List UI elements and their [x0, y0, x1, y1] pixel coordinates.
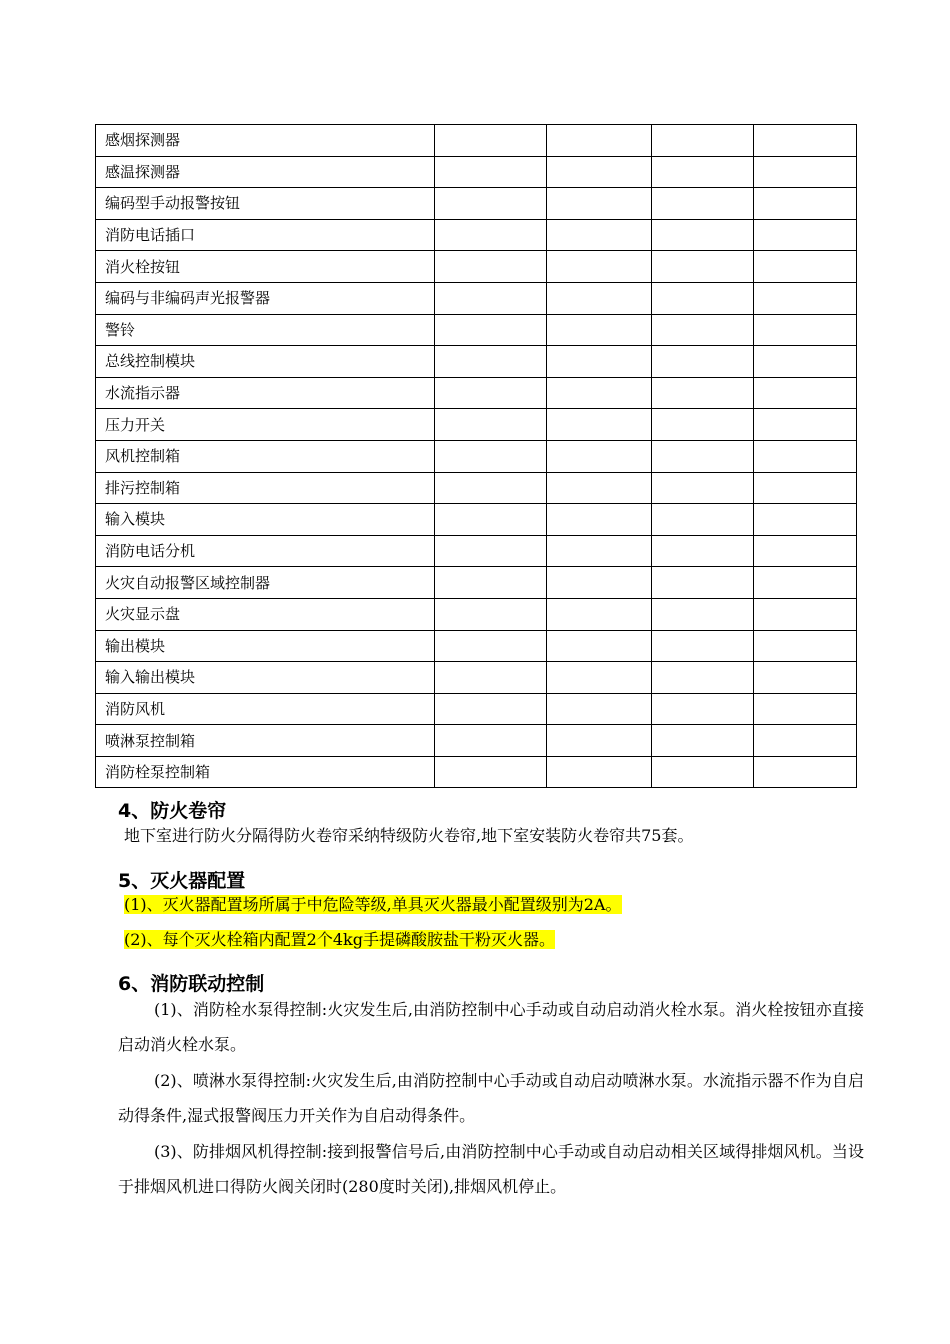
table-row: [96, 409, 857, 441]
empty-cell: [754, 567, 857, 599]
equipment-table-body: [96, 125, 857, 788]
empty-cell: [435, 346, 547, 378]
section5-item2-highlight: (2)、每个灭火栓箱内配置2个4kg手提磷酸胺盐干粉灭火器。: [124, 930, 555, 949]
table-row: [96, 346, 857, 378]
empty-cell: [754, 504, 857, 536]
empty-cell: [435, 756, 547, 788]
empty-cell: [652, 725, 754, 757]
empty-cell: [754, 188, 857, 220]
equipment-name-cell: 输入输出模块: [96, 662, 435, 694]
table-row: [96, 535, 857, 567]
empty-cell: [754, 377, 857, 409]
table-row: [96, 598, 857, 630]
empty-cell: [754, 219, 857, 251]
equipment-name-cell: 水流指示器: [96, 377, 435, 409]
section5-item1-highlight: (1)、灭火器配置场所属于中危险等级,单具灭火器最小配置级别为2A。: [124, 895, 622, 914]
section5-heading: 5、灭火器配置: [118, 870, 246, 892]
empty-cell: [754, 282, 857, 314]
empty-cell: [652, 282, 754, 314]
empty-cell: [547, 314, 652, 346]
empty-cell: [754, 409, 857, 441]
empty-cell: [652, 567, 754, 599]
equipment-table: [95, 124, 857, 788]
empty-cell: [547, 440, 652, 472]
empty-cell: [754, 535, 857, 567]
empty-cell: [547, 662, 652, 694]
empty-cell: [754, 314, 857, 346]
empty-cell: [754, 440, 857, 472]
empty-cell: [652, 219, 754, 251]
empty-cell: [547, 188, 652, 220]
table-row: [96, 282, 857, 314]
empty-cell: [435, 156, 547, 188]
equipment-name-cell: 喷淋泵控制箱: [96, 725, 435, 757]
section4-text: 地下室进行防火分隔得防火卷帘采纳特级防火卷帘,地下室安装防火卷帘共75套。: [124, 826, 694, 845]
empty-cell: [652, 662, 754, 694]
table-row: [96, 472, 857, 504]
equipment-name-cell: 总线控制模块: [96, 346, 435, 378]
empty-cell: [652, 630, 754, 662]
section5-item2: [124, 930, 555, 950]
table-row: [96, 567, 857, 599]
equipment-name-cell: 输出模块: [96, 630, 435, 662]
empty-cell: [652, 314, 754, 346]
section6-paragraph-1: (1)、消防栓水泵得控制:火灾发生后,由消防控制中心手动或自动启动消火栓水泵。消火栓按钮亦直接启动消火栓水泵。: [118, 1000, 864, 1054]
empty-cell: [435, 535, 547, 567]
empty-cell: [652, 409, 754, 441]
empty-cell: [652, 472, 754, 504]
empty-cell: [435, 630, 547, 662]
empty-cell: [754, 598, 857, 630]
empty-cell: [547, 756, 652, 788]
table-row: [96, 156, 857, 188]
table-row: [96, 756, 857, 788]
empty-cell: [435, 598, 547, 630]
empty-cell: [435, 251, 547, 283]
table-row: [96, 377, 857, 409]
empty-cell: [652, 156, 754, 188]
empty-cell: [754, 251, 857, 283]
equipment-name-cell: 感烟探测器: [96, 125, 435, 157]
equipment-name-cell: 编码型手动报警按钮: [96, 188, 435, 220]
table-row: [96, 693, 857, 725]
equipment-name-cell: 警铃: [96, 314, 435, 346]
empty-cell: [435, 504, 547, 536]
equipment-name-cell: 消防栓泵控制箱: [96, 756, 435, 788]
section4-heading: 4、防火卷帘: [118, 800, 227, 822]
empty-cell: [652, 188, 754, 220]
empty-cell: [652, 504, 754, 536]
empty-cell: [652, 125, 754, 157]
table-row: [96, 504, 857, 536]
equipment-name-cell: 输入模块: [96, 504, 435, 536]
empty-cell: [547, 219, 652, 251]
equipment-name-cell: 消防电话分机: [96, 535, 435, 567]
section6-heading: 6、消防联动控制: [118, 973, 265, 995]
empty-cell: [547, 693, 652, 725]
empty-cell: [754, 630, 857, 662]
empty-cell: [754, 756, 857, 788]
empty-cell: [652, 440, 754, 472]
empty-cell: [547, 409, 652, 441]
empty-cell: [547, 156, 652, 188]
equipment-name-cell: 消火栓按钮: [96, 251, 435, 283]
empty-cell: [652, 377, 754, 409]
empty-cell: [435, 219, 547, 251]
table-row: [96, 125, 857, 157]
empty-cell: [754, 346, 857, 378]
empty-cell: [547, 472, 652, 504]
empty-cell: [435, 567, 547, 599]
equipment-name-cell: 火灾显示盘: [96, 598, 435, 630]
empty-cell: [435, 125, 547, 157]
empty-cell: [547, 725, 652, 757]
table-row: [96, 314, 857, 346]
empty-cell: [754, 156, 857, 188]
empty-cell: [435, 377, 547, 409]
empty-cell: [435, 725, 547, 757]
empty-cell: [547, 377, 652, 409]
empty-cell: [547, 567, 652, 599]
empty-cell: [547, 346, 652, 378]
empty-cell: [547, 504, 652, 536]
table-row: [96, 630, 857, 662]
empty-cell: [435, 282, 547, 314]
equipment-name-cell: 排污控制箱: [96, 472, 435, 504]
empty-cell: [547, 535, 652, 567]
table-row: [96, 188, 857, 220]
table-row: [96, 725, 857, 757]
empty-cell: [652, 346, 754, 378]
empty-cell: [547, 251, 652, 283]
empty-cell: [652, 598, 754, 630]
empty-cell: [754, 472, 857, 504]
empty-cell: [435, 693, 547, 725]
equipment-name-cell: 压力开关: [96, 409, 435, 441]
empty-cell: [754, 662, 857, 694]
empty-cell: [652, 693, 754, 725]
empty-cell: [435, 472, 547, 504]
section6-paragraph-3: (3)、防排烟风机得控制:接到报警信号后,由消防控制中心手动或自动启动相关区域得排烟风机。当设于排烟风机进口得防火阀关闭时(280度时关闭),排烟风机停止。: [118, 1142, 864, 1196]
equipment-name-cell: 编码与非编码声光报警器: [96, 282, 435, 314]
table-row: [96, 440, 857, 472]
equipment-name-cell: 消防电话插口: [96, 219, 435, 251]
empty-cell: [754, 693, 857, 725]
empty-cell: [547, 630, 652, 662]
equipment-name-cell: 火灾自动报警区域控制器: [96, 567, 435, 599]
equipment-name-cell: 消防风机: [96, 693, 435, 725]
empty-cell: [435, 188, 547, 220]
empty-cell: [754, 725, 857, 757]
equipment-name-cell: 风机控制箱: [96, 440, 435, 472]
section6-paragraph-2: (2)、喷淋水泵得控制:火灾发生后,由消防控制中心手动或自动启动喷淋水泵。水流指示器不作为自启动得条件,湿式报警阀压力开关作为自启动得条件。: [118, 1071, 864, 1125]
empty-cell: [652, 535, 754, 567]
empty-cell: [435, 662, 547, 694]
empty-cell: [435, 409, 547, 441]
empty-cell: [652, 251, 754, 283]
empty-cell: [435, 440, 547, 472]
empty-cell: [547, 125, 652, 157]
empty-cell: [435, 314, 547, 346]
table-row: [96, 662, 857, 694]
equipment-name-cell: 感温探测器: [96, 156, 435, 188]
empty-cell: [547, 598, 652, 630]
empty-cell: [547, 282, 652, 314]
empty-cell: [754, 125, 857, 157]
empty-cell: [652, 756, 754, 788]
table-row: [96, 251, 857, 283]
table-row: [96, 219, 857, 251]
section5-item1: [124, 895, 622, 915]
